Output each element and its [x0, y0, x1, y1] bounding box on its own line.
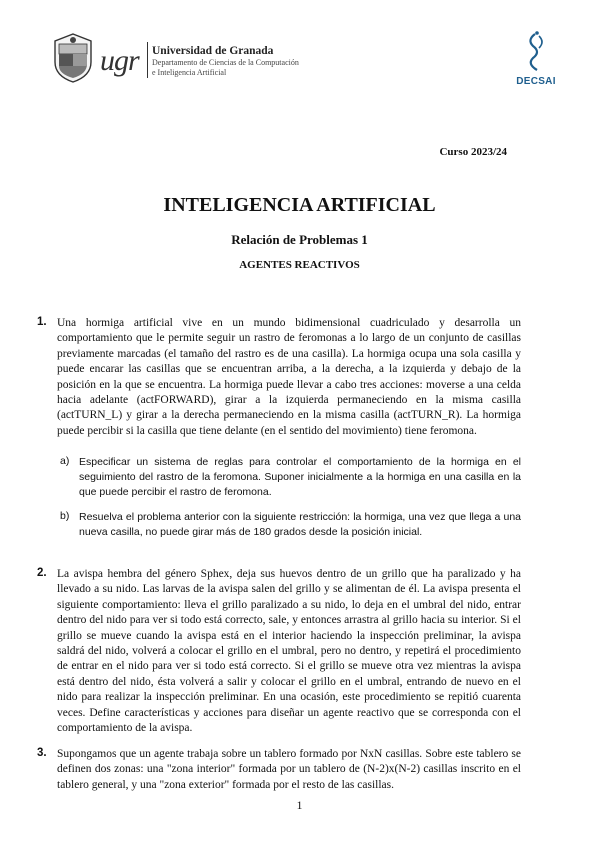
item-label: b) — [60, 510, 70, 522]
university-seal-icon — [50, 32, 96, 84]
decsai-logo — [512, 30, 560, 88]
department-line-2: e Inteligencia Artificial — [152, 68, 227, 77]
item-text: Resuelva el problema anterior con la siguiente restricción: la hormiga, una vez que llega a una nueva casilla, no puede girar más de 180 grados desde la posición inicial. — [79, 511, 521, 539]
logo-separator — [147, 42, 148, 78]
item-text: Especificar un sistema de reglas para controlar el comportamiento de la hormiga en el seguimiento del rastro de la feromona. Suponer inicialmente a la hormiga en una casilla en la que puede percibir el rastro de feromona. — [79, 456, 521, 499]
ugr-monogram: ugr — [100, 44, 139, 77]
problem-1 — [37, 316, 521, 439]
problem-text: Supongamos que un agente trabaja sobre un tablero formado por NxN casillas. Sobre este tablero se definen dos zonas: una "zona interior" formada por un tablero de (N-2)x(N-2) casillas inscrito en el tablero general, y una "zona exterior" formada por el resto de las casillas. — [57, 748, 521, 791]
university-name: Universidad de Granada — [152, 45, 274, 57]
document-title: INTELIGENCIA ARTIFICIAL — [163, 194, 436, 216]
problem-text: La avispa hembra del género Sphex, deja sus huevos dentro de un grillo que ha paralizado y ha llevado a su nido. Las larvas de la avispa salen del grillo y se alimentan de él. La avispa presenta el siguiente comportamiento: lleva el grillo paralizado a su nido, lo deja en el umbral del nido, entrar dentro del nido para ver si todo está correcto, sale, y entonces arrastra al grillo hacia su interior. Si el grillo se mueve cuando la avispa está en el interior haciendo la inspección preliminar, la avispa saldrá del nido, volverá a colocar el grillo en el umbral, pero no dentro, y repetirá el procedimiento de entrar en el nido para ver si todo está correcto. Si el grillo se mueve otra vez mientras la avispa está dentro del nido, ésta volverá a salir y colocar el grillo en el umbral, entrando de nuevo en el nido para realizar la inspección preliminar. En una ocasión, este procedimiento se repitió cuarenta veces. Define características y acciones para diseñar un agente reactivo que se corresponda con el comportamiento de la avispa. — [57, 568, 521, 735]
problem-1-item-a — [60, 455, 521, 501]
department-line-1: Departamento de Ciencias de la Computación — [152, 58, 299, 67]
decsai-label: DECSAI — [516, 76, 556, 87]
problem-3 — [37, 747, 521, 793]
course-year: Curso 2023/24 — [439, 146, 507, 158]
page-number: 1 — [296, 798, 303, 812]
decsai-swirl-icon — [521, 30, 551, 74]
institution-text — [152, 46, 299, 78]
problem-number: 1. — [37, 316, 47, 328]
document-header — [50, 30, 570, 90]
document-subtitle: Relación de Problemas 1 — [231, 232, 368, 247]
section-heading: AGENTES REACTIVOS — [239, 259, 360, 271]
problem-text: Una hormiga artificial vive en un mundo bidimensional cuadriculado y desarrolla un comportamiento que le permite seguir un rastro de feromonas a lo largo de un conjunto de casillas previamente marcadas (el tamaño del rastro es de una casilla). La hormiga ocupa una sola casilla y puede encarar las casillas que se encuentran arriba, a la derecha, a la izquierda y debajo de la posición en la que se encuentra. La hormiga puede llevar a cabo tres acciones: moverse a una celda hacia adelante (actFORWARD), girar a la izquierda permaneciendo en la misma casilla (actTURN_L) y girar a la derecha permaneciendo en la misma casilla (actTURN_R). La hormiga puede percibir si la casilla que tiene delante (en el sentido del movimiento) tiene feromona. — [57, 317, 521, 437]
problem-number: 3. — [37, 747, 47, 759]
problem-2 — [37, 567, 521, 736]
problem-1-item-b — [60, 510, 521, 540]
item-label: a) — [60, 455, 70, 467]
problem-number: 2. — [37, 567, 47, 579]
